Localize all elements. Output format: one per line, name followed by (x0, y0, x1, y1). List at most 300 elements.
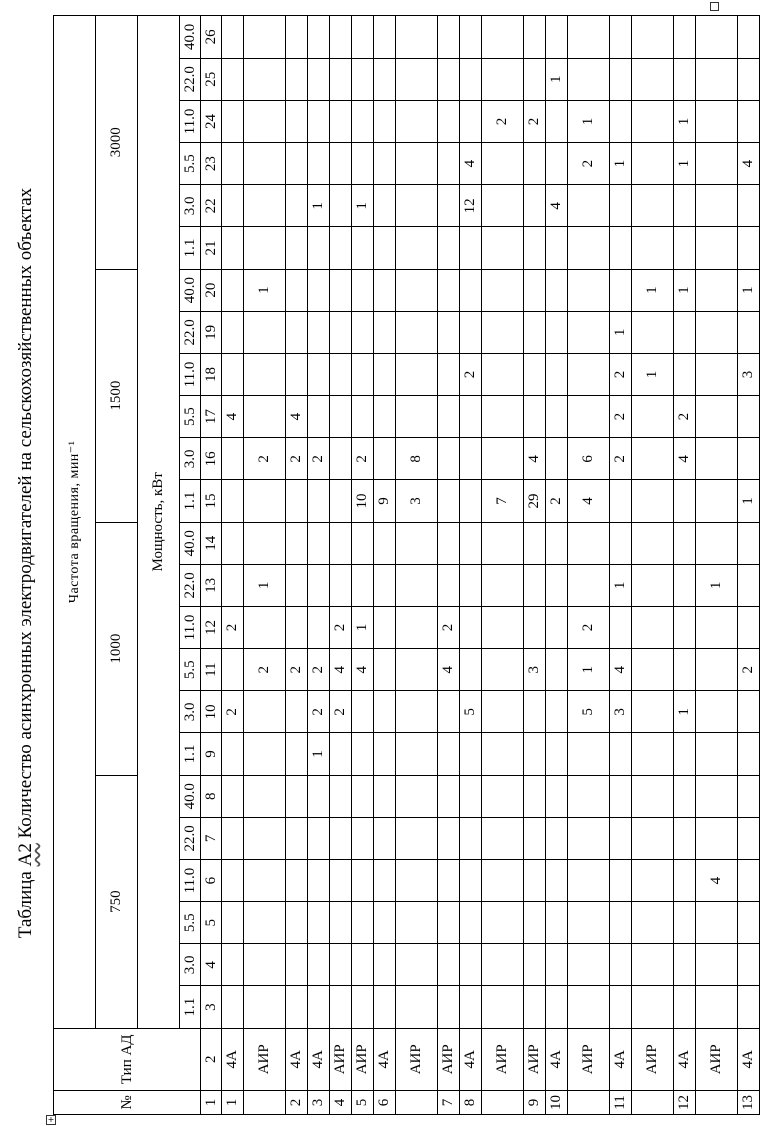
value-cell (396, 817, 438, 859)
column-index-cell: 15 (201, 480, 222, 522)
header-power-cell: 3.0 (180, 438, 201, 480)
value-cell (438, 396, 460, 438)
row-number-cell: 9 (524, 1090, 546, 1114)
value-cell (438, 480, 460, 522)
value-cell (286, 185, 308, 227)
value-cell (396, 859, 438, 901)
caption-text: Количество асинхронных электродвигателей на сельскохозяйственных объектах (15, 187, 36, 844)
row-type-cell: АИР (352, 1028, 374, 1090)
value-cell: 2 (308, 691, 330, 733)
row-number-cell: 11 (610, 1090, 632, 1114)
value-cell (482, 902, 524, 944)
value-cell: 2 (244, 438, 286, 480)
value-cell (396, 986, 438, 1028)
column-index-cell: 12 (201, 606, 222, 648)
row-type-cell: 4А (286, 1028, 308, 1090)
value-cell (244, 986, 286, 1028)
value-cell: 9 (374, 480, 396, 522)
table-header-row-power-values (180, 16, 201, 1115)
value-cell (330, 522, 352, 564)
value-cell (438, 902, 460, 944)
value-cell (546, 859, 568, 901)
row-number-cell (632, 1090, 674, 1114)
value-cell (482, 944, 524, 986)
value-cell (632, 733, 674, 775)
value-cell (308, 227, 330, 269)
value-cell (482, 817, 524, 859)
value-cell (460, 733, 482, 775)
value-cell (352, 269, 374, 311)
column-index-cell: 18 (201, 353, 222, 395)
value-cell (674, 353, 696, 395)
value-cell (524, 16, 546, 59)
value-cell (396, 227, 438, 269)
table-header-row-freq-values (96, 16, 138, 1115)
value-cell (396, 564, 438, 606)
value-cell: 2 (610, 353, 632, 395)
value-cell: 1 (610, 143, 632, 185)
value-cell (286, 353, 308, 395)
value-cell (222, 775, 244, 817)
value-cell (696, 733, 738, 775)
table-caption (11, 0, 41, 1126)
row-number-cell: 10 (546, 1090, 568, 1114)
value-cell (482, 227, 524, 269)
value-cell (546, 564, 568, 606)
column-index-cell: 26 (201, 16, 222, 59)
value-cell (286, 522, 308, 564)
value-cell (632, 438, 674, 480)
value-cell (460, 438, 482, 480)
header-power-cell: 5.5 (180, 649, 201, 691)
value-cell (632, 522, 674, 564)
value-cell (568, 775, 610, 817)
table-row (738, 16, 760, 1115)
value-cell (438, 564, 460, 606)
value-cell (374, 775, 396, 817)
value-cell (524, 143, 546, 185)
value-cell (482, 649, 524, 691)
value-cell (286, 16, 308, 59)
value-cell (696, 143, 738, 185)
header-power-cell: 5.5 (180, 396, 201, 438)
value-cell (286, 480, 308, 522)
value-cell (460, 396, 482, 438)
value-cell (524, 606, 546, 648)
value-cell (460, 817, 482, 859)
row-type-cell: АИР (396, 1028, 438, 1090)
value-cell (524, 775, 546, 817)
value-cell (738, 311, 760, 353)
value-cell (374, 902, 396, 944)
value-cell (286, 58, 308, 100)
value-cell (438, 691, 460, 733)
value-cell (632, 859, 674, 901)
value-cell: 2 (610, 438, 632, 480)
row-type-cell: АИР (568, 1028, 610, 1090)
value-cell (696, 691, 738, 733)
header-power-cell: 22.0 (180, 311, 201, 353)
value-cell (222, 902, 244, 944)
value-cell (546, 269, 568, 311)
row-type-cell: АИР (524, 1028, 546, 1090)
table-resize-handle[interactable] (710, 2, 719, 11)
row-number-cell (696, 1090, 738, 1114)
value-cell: 1 (352, 185, 374, 227)
value-cell (696, 353, 738, 395)
value-cell (374, 396, 396, 438)
value-cell (374, 227, 396, 269)
value-cell (674, 649, 696, 691)
value-cell (308, 480, 330, 522)
value-cell (438, 16, 460, 59)
value-cell (352, 353, 374, 395)
value-cell (696, 775, 738, 817)
value-cell (374, 522, 396, 564)
value-cell (374, 143, 396, 185)
value-cell: 4 (460, 143, 482, 185)
value-cell (244, 902, 286, 944)
value-cell (568, 311, 610, 353)
value-cell (222, 227, 244, 269)
value-cell (674, 522, 696, 564)
table-header-row-freq (54, 16, 96, 1115)
value-cell (460, 227, 482, 269)
header-power: Мощность, кВт (138, 16, 180, 1029)
value-cell (674, 817, 696, 859)
header-power-cell: 3.0 (180, 944, 201, 986)
value-cell: 2 (460, 353, 482, 395)
value-cell: 1 (674, 691, 696, 733)
row-type-cell: 4А (610, 1028, 632, 1090)
value-cell (738, 817, 760, 859)
value-cell (696, 438, 738, 480)
rotated-table-wrapper (53, 15, 756, 1115)
value-cell (374, 16, 396, 59)
value-cell (460, 606, 482, 648)
value-cell (330, 100, 352, 142)
value-cell (396, 902, 438, 944)
value-cell (568, 353, 610, 395)
value-cell (738, 902, 760, 944)
value-cell (546, 775, 568, 817)
value-cell (610, 775, 632, 817)
table-row (524, 16, 546, 1115)
row-number-cell (482, 1090, 524, 1114)
row-type-cell: 4А (546, 1028, 568, 1090)
value-cell (438, 269, 460, 311)
value-cell (352, 733, 374, 775)
value-cell (396, 16, 438, 59)
value-cell (568, 269, 610, 311)
value-cell (632, 775, 674, 817)
value-cell (438, 100, 460, 142)
value-cell (438, 733, 460, 775)
table-row (244, 16, 286, 1115)
value-cell (482, 733, 524, 775)
value-cell: 2 (568, 606, 610, 648)
value-cell (374, 185, 396, 227)
value-cell (330, 733, 352, 775)
value-cell (330, 817, 352, 859)
value-cell (438, 522, 460, 564)
value-cell (286, 691, 308, 733)
value-cell: 3 (738, 353, 760, 395)
table-row (286, 16, 308, 1115)
value-cell (222, 269, 244, 311)
value-cell (330, 353, 352, 395)
value-cell (330, 16, 352, 59)
value-cell (352, 564, 374, 606)
value-cell (460, 649, 482, 691)
value-cell (396, 522, 438, 564)
value-cell (222, 16, 244, 59)
value-cell (546, 986, 568, 1028)
value-cell (696, 902, 738, 944)
value-cell (738, 944, 760, 986)
row-number-cell: 8 (460, 1090, 482, 1114)
table-header-row-power (138, 16, 180, 1115)
value-cell (244, 480, 286, 522)
value-cell (696, 649, 738, 691)
column-index-cell: 10 (201, 691, 222, 733)
value-cell (438, 859, 460, 901)
value-cell (330, 227, 352, 269)
value-cell (546, 353, 568, 395)
header-type: Тип АД (54, 1028, 201, 1090)
value-cell (524, 269, 546, 311)
table-row (674, 16, 696, 1115)
value-cell (330, 396, 352, 438)
value-cell (438, 353, 460, 395)
value-cell: 1 (244, 269, 286, 311)
value-cell (374, 311, 396, 353)
value-cell (352, 691, 374, 733)
value-cell: 1 (674, 100, 696, 142)
value-cell (330, 859, 352, 901)
value-cell (674, 986, 696, 1028)
value-cell: 3 (524, 649, 546, 691)
value-cell (460, 859, 482, 901)
row-number-cell: 6 (374, 1090, 396, 1114)
value-cell (696, 817, 738, 859)
value-cell: 1 (696, 564, 738, 606)
value-cell (610, 817, 632, 859)
value-cell: 4 (738, 143, 760, 185)
value-cell (352, 522, 374, 564)
value-cell (674, 311, 696, 353)
value-cell: 2 (308, 649, 330, 691)
value-cell (222, 733, 244, 775)
value-cell: 2 (286, 438, 308, 480)
value-cell (222, 986, 244, 1028)
value-cell (546, 311, 568, 353)
value-cell: 2 (222, 691, 244, 733)
value-cell (546, 691, 568, 733)
value-cell (524, 817, 546, 859)
value-cell (482, 16, 524, 59)
value-cell (460, 944, 482, 986)
value-cell (222, 522, 244, 564)
value-cell (374, 58, 396, 100)
value-cell (546, 902, 568, 944)
value-cell (374, 606, 396, 648)
value-cell: 1 (632, 269, 674, 311)
value-cell (244, 16, 286, 59)
value-cell (696, 185, 738, 227)
value-cell (546, 227, 568, 269)
value-cell (438, 817, 460, 859)
column-index-cell: 5 (201, 902, 222, 944)
value-cell (568, 733, 610, 775)
value-cell (610, 859, 632, 901)
value-cell (674, 564, 696, 606)
header-power-cell: 22.0 (180, 817, 201, 859)
value-cell: 1 (674, 269, 696, 311)
value-cell (524, 902, 546, 944)
value-cell (286, 143, 308, 185)
value-cell (524, 691, 546, 733)
value-cell (352, 58, 374, 100)
value-cell (244, 396, 286, 438)
row-type-cell: 4А (374, 1028, 396, 1090)
table-row (632, 16, 674, 1115)
value-cell (482, 185, 524, 227)
value-cell (546, 396, 568, 438)
value-cell (568, 902, 610, 944)
value-cell (524, 58, 546, 100)
value-cell (244, 100, 286, 142)
header-power-cell: 22.0 (180, 564, 201, 606)
value-cell (632, 691, 674, 733)
table-move-handle-icon[interactable]: + (47, 1115, 55, 1124)
value-cell: 2 (330, 691, 352, 733)
value-cell (286, 817, 308, 859)
value-cell (222, 58, 244, 100)
value-cell (374, 353, 396, 395)
value-cell: 1 (674, 143, 696, 185)
row-number-cell: 13 (738, 1090, 760, 1114)
value-cell (460, 269, 482, 311)
value-cell (632, 944, 674, 986)
value-cell (674, 58, 696, 100)
value-cell (330, 564, 352, 606)
value-cell (460, 522, 482, 564)
header-power-cell: 3.0 (180, 185, 201, 227)
value-cell (374, 438, 396, 480)
value-cell (374, 649, 396, 691)
value-cell (610, 480, 632, 522)
value-cell (460, 775, 482, 817)
value-cell (222, 564, 244, 606)
value-cell (738, 691, 760, 733)
column-index-cell: 4 (201, 944, 222, 986)
value-cell (438, 58, 460, 100)
value-cell (460, 480, 482, 522)
header-power-cell: 11.0 (180, 859, 201, 901)
row-number-cell: 4 (330, 1090, 352, 1114)
row-type-cell: 4А (308, 1028, 330, 1090)
value-cell (632, 564, 674, 606)
value-cell (352, 986, 374, 1028)
header-power-cell: 1.1 (180, 986, 201, 1028)
row-type-cell: 4А (674, 1028, 696, 1090)
value-cell (286, 269, 308, 311)
value-cell (482, 143, 524, 185)
value-cell (482, 396, 524, 438)
value-cell (632, 817, 674, 859)
value-cell (568, 944, 610, 986)
value-cell (674, 606, 696, 648)
table-row (374, 16, 396, 1115)
value-cell: 2 (308, 438, 330, 480)
value-cell: 1 (352, 606, 374, 648)
value-cell: 5 (568, 691, 610, 733)
value-cell (330, 480, 352, 522)
motor-count-table (53, 15, 760, 1115)
value-cell: 4 (524, 438, 546, 480)
table-row (396, 16, 438, 1115)
column-index-cell: 3 (201, 986, 222, 1028)
row-number-cell: 12 (674, 1090, 696, 1114)
value-cell: 4 (568, 480, 610, 522)
value-cell (374, 859, 396, 901)
value-cell (546, 733, 568, 775)
value-cell (222, 185, 244, 227)
header-power-cell: 40.0 (180, 16, 201, 59)
value-cell (352, 944, 374, 986)
header-power-cell: 11.0 (180, 100, 201, 142)
value-cell (244, 817, 286, 859)
column-index-cell: 8 (201, 775, 222, 817)
column-index-cell: 14 (201, 522, 222, 564)
value-cell (568, 564, 610, 606)
value-cell (286, 986, 308, 1028)
value-cell (482, 269, 524, 311)
value-cell (546, 100, 568, 142)
value-cell (330, 902, 352, 944)
value-cell (308, 58, 330, 100)
value-cell (524, 564, 546, 606)
row-number-cell (568, 1090, 610, 1114)
value-cell (674, 859, 696, 901)
value-cell (460, 311, 482, 353)
header-freq-750: 750 (96, 775, 138, 1028)
header-frequency: Частота вращения, мин⁻¹ (54, 16, 96, 1029)
value-cell (482, 564, 524, 606)
value-cell (524, 185, 546, 227)
value-cell (738, 227, 760, 269)
value-cell (308, 944, 330, 986)
value-cell (524, 859, 546, 901)
value-cell (738, 396, 760, 438)
value-cell (632, 16, 674, 59)
row-type-cell: 4А (738, 1028, 760, 1090)
value-cell (568, 522, 610, 564)
value-cell (396, 185, 438, 227)
value-cell (568, 16, 610, 59)
value-cell (374, 817, 396, 859)
value-cell: 4 (610, 649, 632, 691)
value-cell (330, 944, 352, 986)
value-cell (222, 438, 244, 480)
value-cell: 1 (738, 269, 760, 311)
value-cell (546, 522, 568, 564)
value-cell: 2 (438, 606, 460, 648)
value-cell (396, 58, 438, 100)
value-cell (738, 522, 760, 564)
value-cell (610, 606, 632, 648)
